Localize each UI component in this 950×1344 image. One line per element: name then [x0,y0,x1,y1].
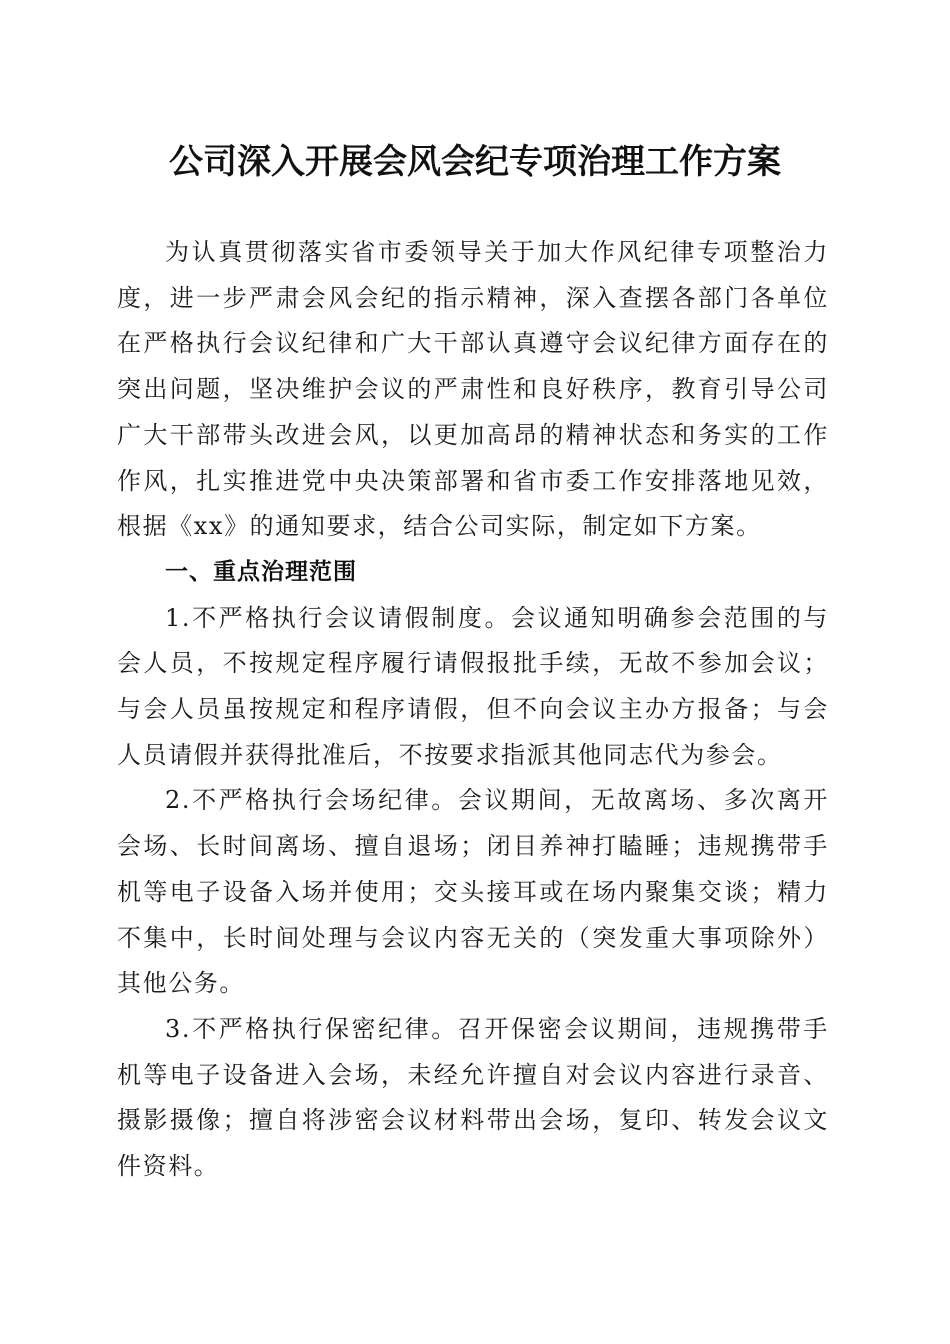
intro-paragraph: 为认真贯彻落实省市委领导关于加大作风纪律专项整治力度，进一步严肃会风会纪的指示精神，深入查摆各部门各单位在严格执行会议纪律和广大干部认真遵守会议纪律方面存在的突出问题，坚决维护会议的严肃性和良好秩序，教育引导公司广大干部带头改进会风，以更加高昂的精神状态和务实的工作作风，扎实推进党中央决策部署和省市委工作安排落地见效，根据《xx》的通知要求，结合公司实际，制定如下方案。 [117,238,829,541]
document-body [117,230,829,1190]
document-title: 公司深入开展会风会纪专项治理工作方案 [169,142,781,182]
list-item: 1.不严格执行会议请假制度。会议通知明确参会范围的与会人员，不按规定程序履行请假报批手续，无故不参加会议；与会人员虽按规定和程序请假，但不向会议主办方报备；与会人员请假并获得批准后，不按要求指派其他同志代为参会。 [117,603,829,769]
list-item: 3.不严格执行保密纪律。召开保密会议期间，违规携带手机等电子设备进入会场，未经允许擅自对会议内容进行录音、摄影摄像；擅自将涉密会议材料带出会场，复印、转发会议文件资料。 [117,1014,829,1181]
section-heading: 一、重点治理范围 [165,558,357,585]
list-item: 2.不严格执行会场纪律。会议期间，无故离场、多次离开会场、长时间离场、擅自退场；闭目养神打瞌睡；违规携带手机等电子设备入场并使用；交头接耳或在场内聚集交谈；精力不集中，长时间处理与会议内容无关的（突发重大事项除外）其他公务。 [117,786,829,998]
